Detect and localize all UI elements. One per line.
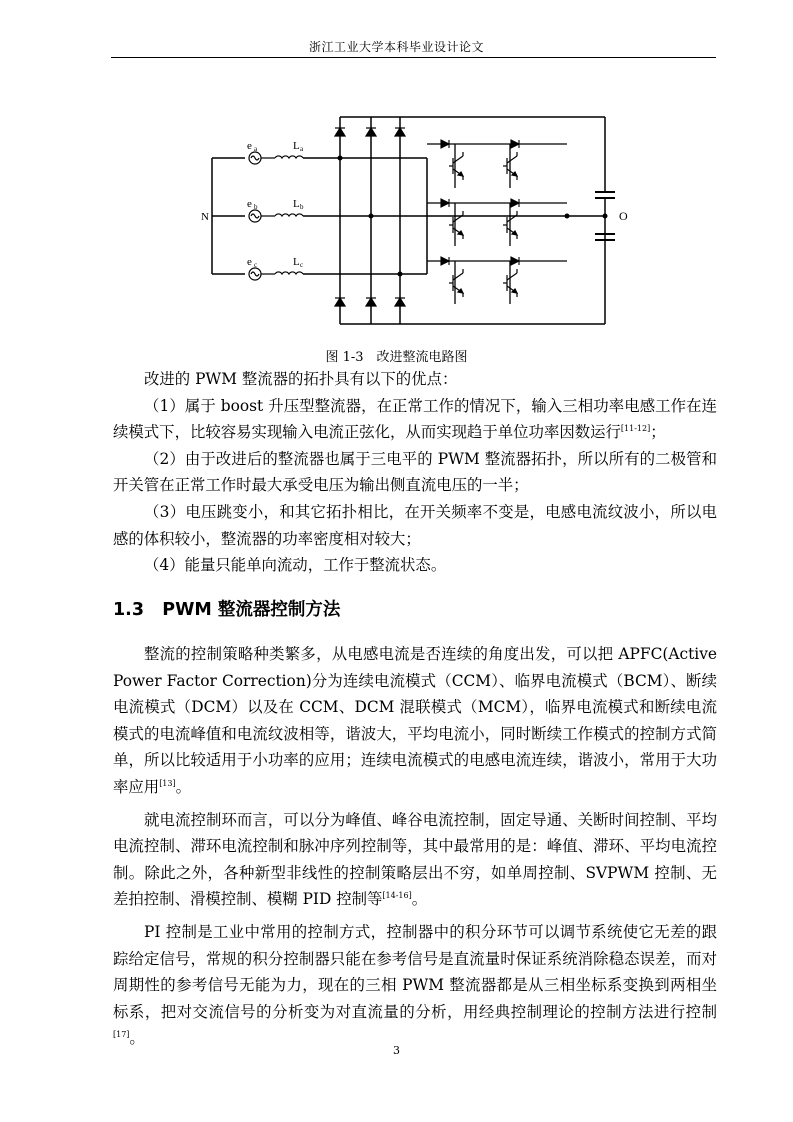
- lc-label: L: [293, 256, 300, 268]
- paragraph-3: PI 控制是工业中常用的控制方式，控制器中的积分环节可以调节系统使它无差的跟踪给定信号，常规的积分控制器只能在参考信号是直流量时保证系统消除稳态误差，而对周期性的参考信号无能为力，现在的三相 PWM 整流器都是从三相坐标系变换到两相坐标系，把对交流信号的分析变为对直流量的分析，用经典控制理论的控制方法进行控制[17]。: [113, 922, 717, 1048]
- advantage-4: （4）能量只能单向流动，工作于整流状态。: [144, 556, 447, 575]
- section-heading: [113, 596, 340, 621]
- citation: [14-16]: [382, 891, 412, 901]
- paragraph-1: 整流的控制策略种类繁多，从电感电流是否连续的角度出发，可以把 APFC(Active Power Factor Correction)分为连续电流模式（CCM）、临界电流模式（BCM）、断续电流模式（DCM）以及在 CCM、DCM 混联模式（MCM），临界电流模式和断续电流模式的电流峰值和电流纹波相等，谐波大，平均电流小，同时断续工作模式的控制方式简单，所以比较适用于小功率的应用；连续电流模式的电感电流连续，谐波小，常用于大功率应用[13]。: [113, 645, 717, 796]
- section-number: 1.3: [113, 600, 145, 620]
- advantage-3: （3）电压跳变小，和其它拓扑相比，在开关频率不变是，电感电流纹波小，所以电感的体积较小，整流器的功率密度相对较大；: [113, 502, 717, 548]
- citation: [11-12]: [620, 424, 651, 434]
- paragraph-2: 就电流控制环而言，可以分为峰值、峰谷电流控制，固定导通、关断时间控制、平均电流控制、滞环电流控制和脉冲序列控制等，其中最常用的是：峰值、滞环、平均电流控制。除此之外，各种新型非线性的控制策略层出不穷，如单周控制、SVPWM 控制、无差拍控制、滑模控制、模糊 PID 控制等[14-16]。: [113, 810, 717, 909]
- section-body: [113, 641, 717, 1052]
- page-number: 3: [393, 1044, 400, 1057]
- citation: [13]: [159, 778, 176, 788]
- advantages-block: [113, 366, 717, 579]
- circuit-diagram: [195, 100, 635, 340]
- advantage-1: （1）属于 boost 升压型整流器，在正常工作的情况下，输入三相功率电感工作在连续模式下，比较容易实现输入电流正弦化，从而实现趋于单位功率因数运行[11-12]；: [113, 396, 717, 442]
- advantage-2: （2）由于改进后的整流器也属于三电平的 PWM 整流器拓扑，所以所有的二极管和开关管在正常工作时最大承受电压为输出侧直流电压的一半；: [113, 449, 717, 495]
- eb-label: e: [247, 198, 252, 210]
- la-sub: a: [300, 145, 304, 153]
- o-label: O: [619, 209, 628, 223]
- header-rule: [111, 57, 716, 58]
- ea-sub: a: [254, 145, 258, 153]
- lc-sub: c: [300, 261, 304, 269]
- running-header: 浙江工业大学本科毕业设计论文: [308, 40, 484, 54]
- ec-label: e: [247, 256, 252, 268]
- ec-sub: c: [254, 261, 258, 269]
- section-title: PWM 整流器控制方法: [162, 600, 341, 620]
- intro-paragraph: 改进的 PWM 整流器的拓扑具有以下的优点：: [144, 370, 458, 388]
- figure-caption: 图 1-3 改进整流电路图: [325, 350, 468, 365]
- ea-label: e: [247, 140, 252, 152]
- lb-sub: b: [300, 203, 304, 211]
- n-label: N: [201, 211, 209, 223]
- la-label: L: [293, 140, 300, 152]
- eb-sub: b: [254, 203, 258, 211]
- lb-label: L: [293, 198, 300, 210]
- citation: [17]: [113, 1030, 130, 1040]
